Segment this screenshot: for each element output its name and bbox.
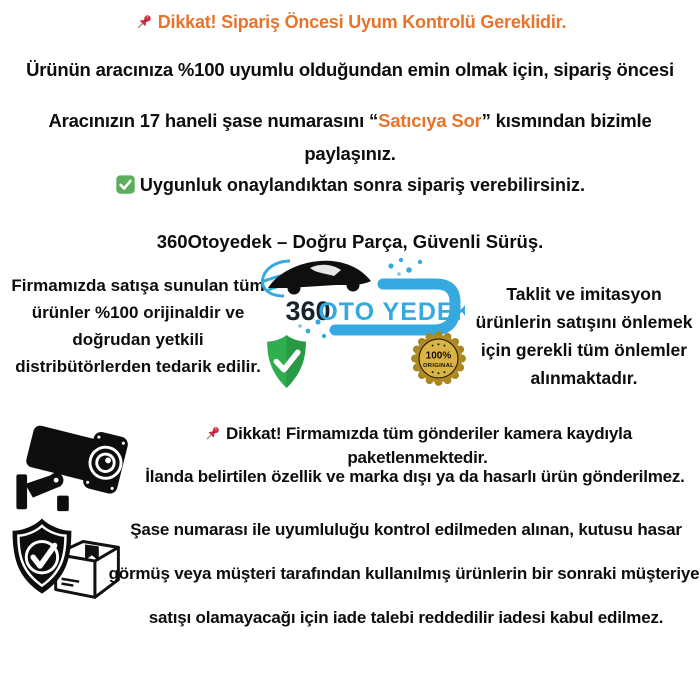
originality-line: doğrudan yetkili (72, 330, 204, 349)
ask-seller-highlight: Satıcıya Sor (378, 110, 482, 131)
anti-counterfeit-line: için gerekli tüm önlemler (480, 340, 688, 360)
anti-counterfeit-line: Taklit ve imitasyon (506, 284, 662, 304)
approval-note (0, 174, 700, 200)
car-icon (268, 261, 371, 295)
vin-instruction-line1: Aracınızın 17 haneli şase numarasını “Satıcıya Sor” kısmından bizimle (48, 110, 652, 131)
returns-line-3: satışı olamayacağı için iade talebi reddedilir iadesi kabul edilmez. (148, 608, 664, 627)
pushpin-icon (203, 424, 222, 448)
header-warning-text: Dikkat! Sipariş Öncesi Uyum Kontrolü Gereklidir. (157, 12, 567, 32)
vin-instruction (0, 104, 700, 170)
check-mark-icon (115, 174, 136, 200)
badge-label: ORIGINAL (422, 362, 455, 369)
header-warning (0, 12, 700, 37)
badge-percent: 100% (425, 350, 452, 362)
anti-counterfeit-line: ürünlerin satışını önlemek (475, 312, 693, 332)
logo-number: 360 (285, 296, 331, 326)
returns-line-1: Şase numarası ile uyumluluğu kontrol edilmeden alınan, kutusu hasar (130, 520, 682, 539)
compatibility-note: Ürünün aracınıza %100 uyumlu olduğundan emin olmak için, sipariş öncesi (26, 59, 674, 80)
originality-line: ürünler %100 orijinaldir ve (31, 303, 245, 322)
vin-instruction-line2: paylaşınız. (304, 143, 396, 164)
original-badge (409, 329, 468, 388)
logo-name: OTO YEDEK (318, 298, 465, 326)
originality-note (0, 272, 276, 380)
camera-warning (135, 424, 700, 468)
anti-counterfeit-note (468, 280, 700, 392)
approval-note-text: Uygunluk onaylandıktan sonra sipariş verebilirsiniz. (139, 175, 586, 195)
pushpin-icon (134, 12, 154, 37)
camera-warning-text: Dikkat! Firmamızda tüm gönderiler kamera kaydıyla paketlenmektedir. (226, 424, 632, 467)
verified-shield-icon (261, 333, 312, 390)
security-camera-icon (14, 420, 141, 517)
originality-line: Firmamızda satışa sunulan tüm (11, 276, 265, 295)
protected-package-icon (4, 517, 123, 615)
returns-line-2: görmüş veya müşteri tarafından kullanılmış ürünlerin bir sonraki müşteriye (108, 564, 700, 583)
originality-line: distribütörlerden tedarik edilir. (15, 357, 261, 376)
camera-policy: İlanda belirtilen özellik ve marka dışı ya da hasarlı ürün gönderilmez. (145, 467, 685, 486)
anti-counterfeit-line: alınmaktadır. (530, 368, 638, 388)
brand-slogan: 360Otoyedek – Doğru Parça, Güvenli Sürüş. (156, 231, 544, 252)
